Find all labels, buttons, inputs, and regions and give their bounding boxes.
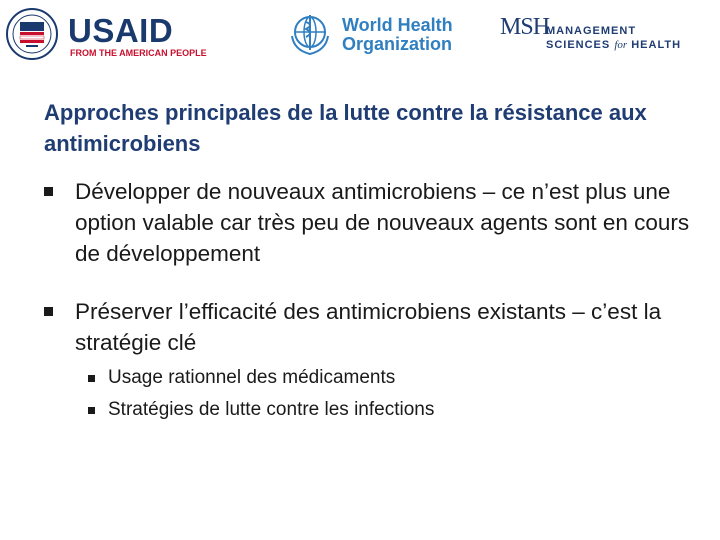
sub-bullet-item bbox=[44, 362, 704, 394]
msh-monogram: MSH bbox=[500, 14, 550, 40]
sub-bullet-text: Usage rationnel des médicaments bbox=[108, 367, 396, 388]
logo-header bbox=[0, 0, 720, 70]
sub-bullet-square-icon bbox=[88, 375, 95, 382]
slide-title: Approches principales de la lutte contre la résistance aux antimicrobiens bbox=[44, 100, 647, 156]
bullet-list bbox=[44, 176, 704, 426]
bullet-square-icon bbox=[44, 187, 53, 196]
usaid-wordmark: USAID bbox=[68, 12, 174, 49]
msh-logo bbox=[500, 12, 700, 56]
bullet-text: Préserver l’efficacité des antimicrobiens existants – c’est la stratégie clé bbox=[75, 299, 662, 355]
bullet-square-icon bbox=[44, 307, 53, 316]
usaid-tagline: FROM THE AMERICAN PEOPLE bbox=[70, 48, 207, 58]
bullet-item bbox=[44, 176, 704, 269]
msh-name: MANAGEMENT SCIENCES for HEALTH bbox=[546, 25, 682, 51]
who-logo bbox=[286, 10, 451, 58]
usaid-logo bbox=[6, 8, 207, 60]
who-emblem-icon bbox=[286, 10, 334, 58]
bullet-text: Développer de nouveaux antimicrobiens – ce n’est plus une option valable car très peu de nouveaux agents sont en cours de développement bbox=[75, 179, 690, 266]
bullet-item bbox=[44, 296, 704, 358]
sub-bullet-square-icon bbox=[88, 407, 95, 414]
sub-bullet-text: Stratégies de lutte contre les infections bbox=[108, 399, 435, 420]
usaid-seal-icon bbox=[6, 8, 58, 60]
who-name: World Health Organization bbox=[342, 15, 453, 54]
sub-bullet-list bbox=[44, 362, 704, 426]
sub-bullet-item bbox=[44, 394, 704, 426]
